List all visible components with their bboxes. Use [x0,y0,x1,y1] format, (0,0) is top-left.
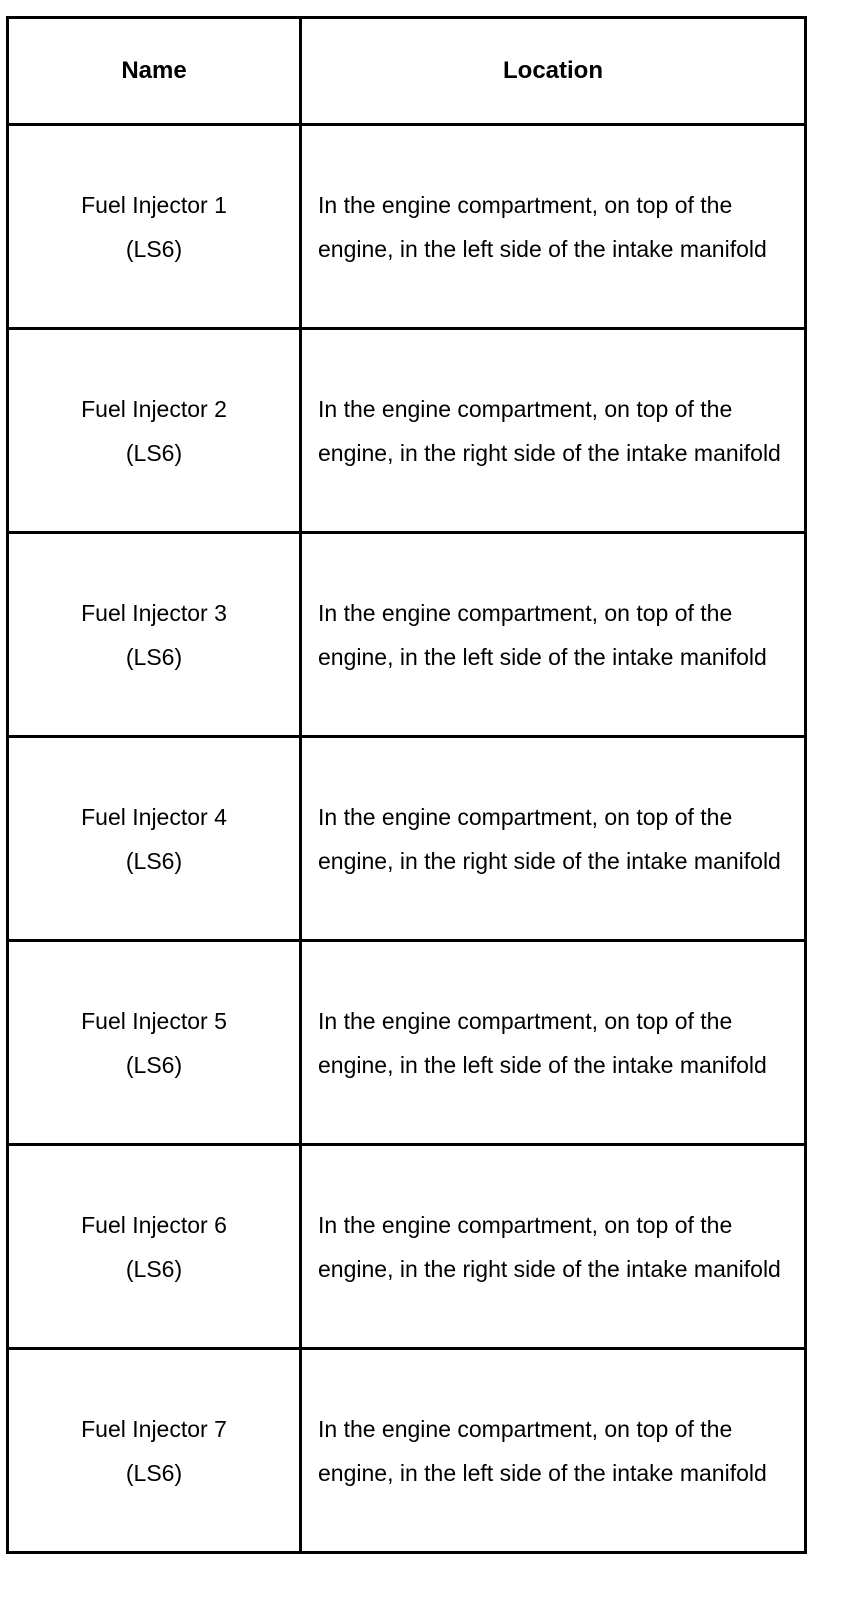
component-name: Fuel Injector 4 [81,803,227,830]
location-cell: In the engine compartment, on top of the engine, in the left side of the intake manifold [301,941,806,1145]
component-name: Fuel Injector 5 [81,1007,227,1034]
location-cell: In the engine compartment, on top of the engine, in the left side of the intake manifold [301,1349,806,1553]
table-row [8,737,806,941]
engine-code: (LS6) [125,1051,183,1078]
engine-code: (LS6) [125,1459,183,1486]
component-name: Fuel Injector 1 [81,191,227,218]
table-row [8,1145,806,1349]
table-row [8,125,806,329]
location-cell: In the engine compartment, on top of the engine, in the left side of the intake manifold [301,125,806,329]
name-cell [8,941,301,1145]
component-name: Fuel Injector 2 [81,395,227,422]
name-cell [8,1145,301,1349]
component-name: Fuel Injector 3 [81,599,227,626]
component-name: Fuel Injector 6 [81,1211,227,1238]
header-name: Name [8,18,301,125]
location-cell: In the engine compartment, on top of the engine, in the right side of the intake manifold [301,1145,806,1349]
table-row [8,329,806,533]
header-location: Location [301,18,806,125]
engine-code: (LS6) [125,847,183,874]
name-cell [8,125,301,329]
name-cell [8,533,301,737]
table-row [8,1349,806,1553]
name-cell [8,329,301,533]
component-location-table [6,16,807,1554]
component-name: Fuel Injector 7 [81,1415,227,1442]
engine-code: (LS6) [125,235,183,262]
table-row [8,533,806,737]
name-cell [8,1349,301,1553]
location-cell: In the engine compartment, on top of the engine, in the right side of the intake manifold [301,737,806,941]
location-cell: In the engine compartment, on top of the engine, in the right side of the intake manifold [301,329,806,533]
location-cell: In the engine compartment, on top of the engine, in the left side of the intake manifold [301,533,806,737]
engine-code: (LS6) [125,1255,183,1282]
engine-code: (LS6) [125,643,183,670]
table-header-row [8,18,806,125]
name-cell [8,737,301,941]
engine-code: (LS6) [125,439,183,466]
table-row [8,941,806,1145]
